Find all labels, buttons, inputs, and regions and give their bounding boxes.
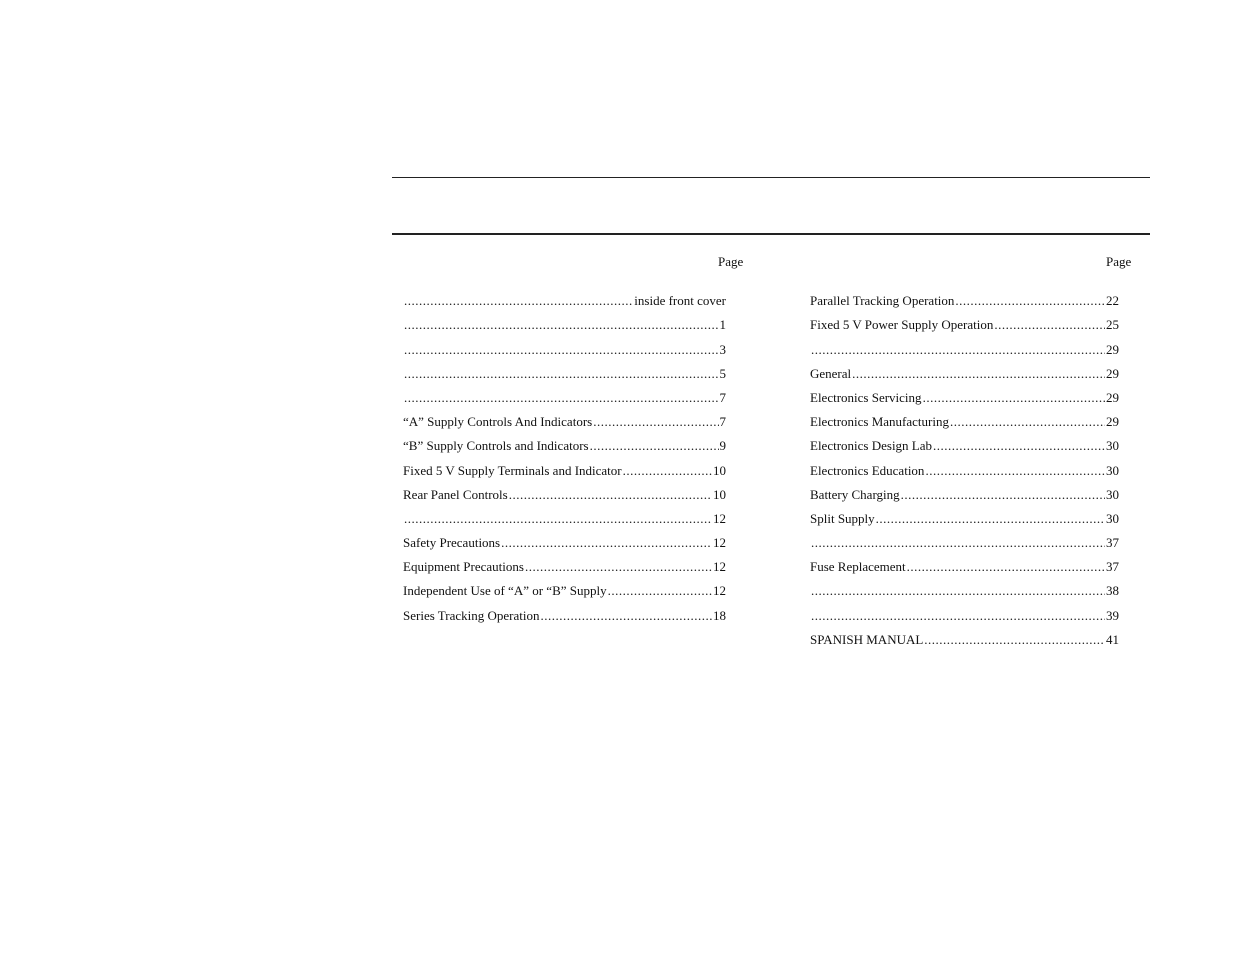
- toc-dot-leader: [811, 608, 1105, 624]
- toc-entry-title: Parallel Tracking Operation: [810, 293, 955, 309]
- toc-entry[interactable]: [403, 479, 726, 503]
- toc-entry-page-number: 29: [1106, 389, 1119, 405]
- toc-dot-leader: [593, 414, 718, 430]
- toc-entry[interactable]: [403, 333, 726, 357]
- toc-dot-leader: [623, 463, 712, 479]
- toc-dot-leader: [525, 559, 712, 575]
- toc-dot-leader: [540, 608, 712, 624]
- toc-entry-title: General: [810, 365, 852, 381]
- toc-entry-page-number: 41: [1106, 631, 1119, 647]
- toc-entry[interactable]: [810, 551, 1119, 575]
- toc-entry-page-number: 29: [1106, 365, 1119, 381]
- toc-entry-title: Electronics Education: [810, 462, 925, 478]
- toc-entry-page-number: 7: [719, 389, 726, 405]
- toc-entry[interactable]: [403, 454, 726, 478]
- toc-entry-title: Equipment Precautions: [403, 559, 524, 575]
- toc-dot-leader: [994, 317, 1105, 333]
- toc-dot-leader: [852, 366, 1105, 382]
- toc-dot-leader: [907, 559, 1105, 575]
- toc-entry-title: Battery Charging: [810, 486, 900, 502]
- toc-entry-page-number: 5: [719, 365, 726, 381]
- toc-dot-leader: [404, 342, 719, 358]
- toc-entry-page-number: 7: [719, 414, 726, 430]
- toc-entry[interactable]: [403, 599, 726, 623]
- toc-dot-leader: [404, 366, 719, 382]
- toc-entry[interactable]: [810, 624, 1119, 648]
- toc-entry-page-number: 12: [713, 583, 726, 599]
- toc-entry-title: Rear Panel Controls: [403, 486, 508, 502]
- toc-entry[interactable]: [403, 551, 726, 575]
- toc-entry[interactable]: [810, 406, 1119, 430]
- toc-entry-page-number: 30: [1106, 438, 1119, 454]
- toc-entry-title: Independent Use of “A” or “B” Supply: [403, 583, 607, 599]
- toc-entry-title: Electronics Servicing: [810, 389, 922, 405]
- toc-entry-page-number: 29: [1106, 414, 1119, 430]
- toc-entry[interactable]: [403, 382, 726, 406]
- toc-entry[interactable]: [810, 309, 1119, 333]
- toc-entry[interactable]: [403, 285, 726, 309]
- toc-entry-page-number: 3: [719, 341, 726, 357]
- toc-entry-title: SPANISH MANUAL: [810, 631, 924, 647]
- toc-entry-title: “B” Supply Controls and Indicators: [403, 438, 589, 454]
- toc-dot-leader: [925, 463, 1105, 479]
- toc-entry-page-number: inside front cover: [634, 293, 726, 309]
- toc-entry-title: Fixed 5 V Supply Terminals and Indicator: [403, 462, 622, 478]
- toc-dot-leader: [950, 414, 1105, 430]
- toc-dot-leader: [608, 583, 712, 599]
- toc-dot-leader: [955, 293, 1105, 309]
- toc-entry-title: Fuse Replacement: [810, 559, 906, 575]
- page-column-heading-right: Page: [1106, 254, 1132, 269]
- page-column-heading-left: Page: [718, 254, 744, 269]
- toc-entry[interactable]: [810, 430, 1119, 454]
- toc-entry-page-number: 22: [1106, 293, 1119, 309]
- toc-dot-leader: [901, 487, 1105, 503]
- toc-entry[interactable]: [403, 575, 726, 599]
- toc-entry-page-number: 29: [1106, 341, 1119, 357]
- toc-entry-page-number: 12: [713, 510, 726, 526]
- toc-dot-leader: [404, 390, 719, 406]
- toc-entry-page-number: 38: [1106, 583, 1119, 599]
- toc-entry-page-number: 9: [719, 438, 726, 454]
- toc-entry[interactable]: [810, 599, 1119, 623]
- toc-entry[interactable]: [810, 575, 1119, 599]
- toc-dot-leader: [590, 438, 719, 454]
- toc-entry-page-number: 1: [719, 317, 726, 333]
- toc-entry[interactable]: [810, 527, 1119, 551]
- toc-entry-page-number: 30: [1106, 510, 1119, 526]
- toc-entry-page-number: 12: [713, 559, 726, 575]
- bottom-horizontal-rule: [392, 233, 1150, 235]
- toc-entry[interactable]: [810, 333, 1119, 357]
- toc-entry-page-number: 39: [1106, 607, 1119, 623]
- toc-entry-page-number: 10: [713, 462, 726, 478]
- toc-entry[interactable]: [403, 406, 726, 430]
- toc-dot-leader: [811, 535, 1105, 551]
- toc-dot-leader: [923, 390, 1105, 406]
- top-horizontal-rule: [392, 177, 1150, 178]
- toc-entry[interactable]: [810, 358, 1119, 382]
- toc-entry-title: “A” Supply Controls And Indicators: [403, 414, 593, 430]
- toc-entry[interactable]: [810, 454, 1119, 478]
- toc-dot-leader: [811, 583, 1105, 599]
- toc-entry-page-number: 37: [1106, 535, 1119, 551]
- toc-entry[interactable]: [403, 309, 726, 333]
- toc-entry[interactable]: [810, 503, 1119, 527]
- toc-dot-leader: [933, 438, 1105, 454]
- toc-entry-title: Series Tracking Operation: [403, 607, 540, 623]
- toc-entry-page-number: 10: [713, 486, 726, 502]
- toc-entry[interactable]: [403, 358, 726, 382]
- toc-dot-leader: [501, 535, 712, 551]
- toc-left-column: [403, 285, 726, 624]
- toc-entry[interactable]: [810, 479, 1119, 503]
- toc-dot-leader: [404, 317, 719, 333]
- toc-entry-title: Electronics Manufacturing: [810, 414, 949, 430]
- toc-right-column: [810, 285, 1119, 648]
- toc-dot-leader: [404, 511, 712, 527]
- toc-entry-page-number: 30: [1106, 462, 1119, 478]
- toc-entry-page-number: 18: [713, 607, 726, 623]
- toc-dot-leader: [509, 487, 712, 503]
- toc-entry-title: Electronics Design Lab: [810, 438, 933, 454]
- toc-entry[interactable]: [403, 527, 726, 551]
- toc-entry-page-number: 12: [713, 535, 726, 551]
- toc-dot-leader: [876, 511, 1105, 527]
- toc-entry-title: Fixed 5 V Power Supply Operation: [810, 317, 994, 333]
- toc-entry-title: Safety Precautions: [403, 535, 501, 551]
- toc-entry-page-number: 25: [1106, 317, 1119, 333]
- toc-entry-page-number: 37: [1106, 559, 1119, 575]
- toc-entry-page-number: 30: [1106, 486, 1119, 502]
- toc-entry[interactable]: [403, 503, 726, 527]
- toc-dot-leader: [404, 293, 633, 309]
- toc-entry[interactable]: [403, 430, 726, 454]
- toc-entry[interactable]: [810, 285, 1119, 309]
- toc-entry-title: Split Supply: [810, 510, 875, 526]
- toc-dot-leader: [924, 632, 1105, 648]
- toc-dot-leader: [811, 342, 1105, 358]
- toc-entry[interactable]: [810, 382, 1119, 406]
